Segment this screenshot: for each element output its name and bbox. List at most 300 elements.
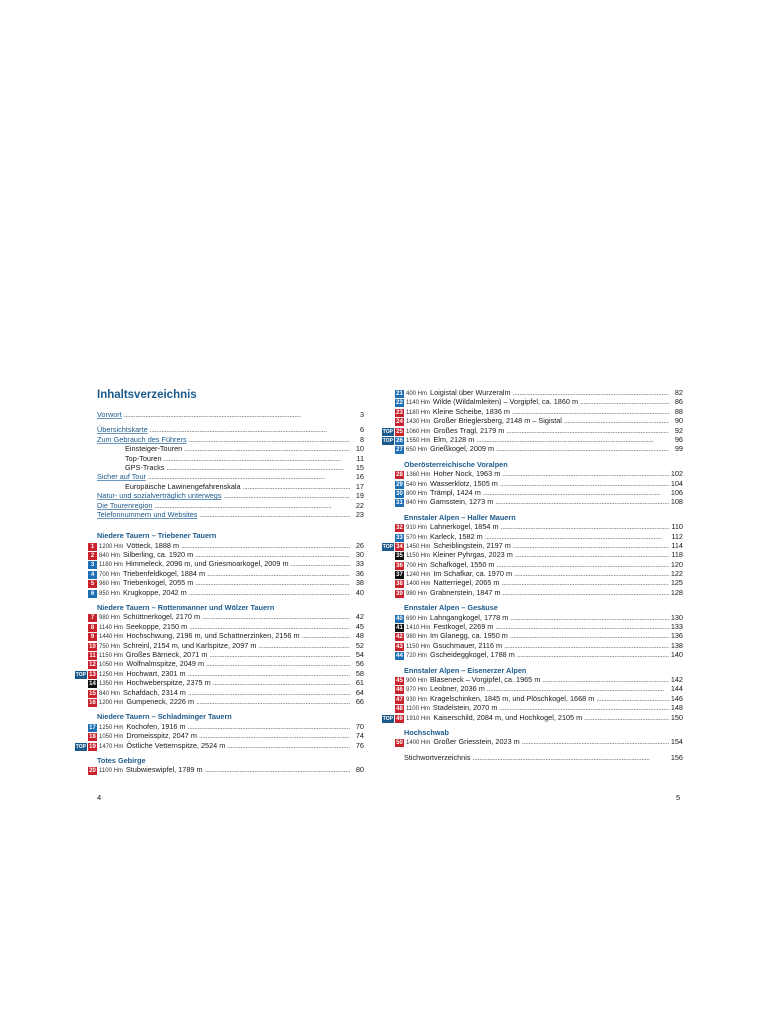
dot-leader [189,435,350,444]
tour-number-badge: 6 [88,590,97,598]
tour-entry[interactable] [89,650,364,660]
tour-entry[interactable] [90,587,364,597]
tour-name: Im Glanegg, ca. 1950 m [430,631,508,641]
tour-number-badge: 4 [88,571,97,579]
tour-name: Blaseneck – Vorgipfel, ca. 1965 m [430,675,541,684]
elevation-gain: 1250 Hm [99,724,124,731]
elevation-gain: 1060 Hm [406,428,431,435]
elevation-gain: 1150 Hm [99,653,123,660]
elevation-gain: 1550 Hm [406,437,431,444]
section-heading: Niedere Tauern – Rottenmanner und Wölzer Tauern [97,603,275,613]
dot-leader [199,510,350,519]
tour-badges [377,446,404,454]
dot-leader [189,622,350,631]
tour-page: 58 [355,668,364,678]
tour-badges [377,428,404,436]
elevation-gain: 800 Hm [406,490,428,497]
toc-page: 10 [355,444,364,454]
tour-badges [377,633,404,641]
tour-badges [70,743,97,751]
tour-entry[interactable] [396,703,683,713]
dot-leader [164,454,350,463]
tour-page: 104 [670,478,683,488]
tour-entry[interactable] [90,578,364,588]
tour-name: Gscheideggkogel, 1788 m [430,650,515,660]
dot-leader [188,669,350,678]
tour-number-badge: 20 [89,768,96,775]
tour-number-badge: 2 [88,552,97,560]
tour-page: 56 [355,659,364,669]
tour-number-badge: 35 [396,553,403,560]
dot-leader [206,659,350,668]
elevation-gain: 540 Hm [406,481,428,488]
tour-page: 136 [670,631,683,641]
elevation-gain: 700 Hm [99,571,121,578]
tour-page: 74 [355,731,364,741]
tour-number-badge: 48 [396,706,403,713]
tour-name: Loigistal über Wurzeralm [430,388,511,397]
section-heading: Ennstaler Alpen – Haller Mauern [404,512,516,522]
tour-badges [377,543,404,551]
tour-number-badge: 32 [396,525,403,532]
toc-entry[interactable] [97,501,364,510]
tour-entry[interactable] [396,550,683,560]
toc-label: GPS-Tracks [125,462,165,472]
tour-entry[interactable] [396,388,683,397]
tour-entry[interactable] [90,621,364,631]
dot-leader [513,388,669,397]
tour-number-badge: 22 [396,400,403,407]
tour-number-badge: 19 [89,743,96,750]
dot-leader [513,541,669,550]
tour-page: 148 [670,703,683,713]
tour-entry[interactable] [396,559,683,569]
tour-entry[interactable] [382,434,683,444]
dot-leader [189,588,350,597]
dot-leader [584,713,669,722]
tour-page: 142 [670,675,683,684]
tour-name: Festkogel, 2269 m [433,622,494,632]
tour-number-badge: 9 [88,633,97,641]
tour-number-badge: 8 [88,624,97,632]
tour-page: 114 [671,540,683,550]
tour-page: 64 [355,687,364,697]
toc-label: Telefonnummern und Websites [97,509,198,519]
tour-name: Kleiner Pyhrgas, 2023 m [432,550,513,560]
tour-badges [70,690,97,698]
tour-badges [70,661,97,669]
elevation-gain: 910 Hm [406,525,428,532]
elevation-gain: 1470 Hm [99,743,124,750]
dot-leader [510,631,669,640]
tour-entry[interactable] [89,696,364,706]
toc-entry[interactable] [125,454,364,463]
tour-number-badge: 50 [396,740,403,747]
elevation-gain: 1440 Hm [99,634,124,641]
elevation-gain: 1180 Hm [406,409,430,416]
tour-badges [377,534,404,542]
tour-number-badge: 18 [89,734,96,741]
elevation-gain: 840 Hm [99,553,121,560]
tour-entry[interactable] [396,631,683,641]
tour-name: Kaiserschild, 2084 m, und Hochkogel, 2105 m [433,712,583,722]
elevation-gain: 930 Hm [406,696,428,703]
tour-entry[interactable] [396,587,683,597]
tour-entry[interactable] [90,540,364,550]
tour-page: 80 [355,765,364,775]
dot-leader [504,641,669,650]
dot-leader [473,753,669,762]
tour-number-badge: 44 [396,653,403,660]
tour-name: Krugkoppe, 2042 m [123,587,187,597]
dot-leader [487,684,669,693]
tour-badges [377,624,404,632]
tour-entry[interactable] [396,578,683,588]
tour-name: Gumpeneck, 2226 m [126,696,195,706]
spacer [97,519,364,525]
tour-badges [70,590,97,598]
tour-entry[interactable] [89,678,364,688]
tour-name: Großes Tragl, 2179 m [433,425,505,435]
tour-number-badge: 5 [88,580,97,588]
dot-leader [188,722,350,731]
dot-leader [166,463,350,472]
tour-page: 66 [355,696,364,706]
tour-badges [70,580,97,588]
dot-leader [181,541,350,550]
tour-entry[interactable] [396,444,683,454]
intro-list [97,410,364,525]
tour-page: 30 [355,550,364,560]
dot-leader [510,613,668,622]
toc-entry[interactable] [97,472,364,481]
tour-entry[interactable] [396,612,683,622]
tour-badges [377,399,404,407]
dot-leader [497,560,669,569]
tour-entry[interactable] [382,540,683,550]
section-heading: Ennstaler Alpen – Eisenerzer Alpen [404,665,527,675]
tour-badges [377,490,404,498]
tour-page: 90 [674,416,683,426]
toc-entry[interactable] [97,491,364,500]
tour-entry[interactable] [89,640,364,650]
dot-leader [302,631,350,640]
dot-leader [596,694,669,703]
toc-label: Top-Touren [125,453,162,463]
elevation-gain: 960 Hm [99,581,121,588]
tour-entry[interactable] [90,550,364,560]
elevation-gain: 1360 Hm [406,472,431,479]
tour-number-badge: 36 [396,562,403,569]
dot-leader [542,675,668,684]
tour-page: 122 [670,569,683,579]
dot-leader [514,569,669,578]
tour-entry[interactable] [89,721,364,731]
tour-badges [377,715,404,723]
tour-entry[interactable] [396,622,683,632]
tour-entry[interactable] [90,559,364,569]
tour-badges [377,524,404,532]
tour-entry[interactable] [396,406,683,416]
elevation-gain: 750 Hm [99,643,121,650]
dot-leader [224,491,350,500]
tour-name: Wolfnalmspitze, 2049 m [126,659,205,669]
elevation-gain: 840 Hm [406,500,428,507]
index-label: Stichwortverzeichnis [404,752,471,762]
top-tour-badge: TOP [382,715,393,722]
dot-leader [496,444,669,453]
elevation-gain: 650 Hm [406,447,428,454]
tour-entry[interactable] [90,612,364,622]
elevation-gain: 970 Hm [406,687,428,694]
tour-entry[interactable] [382,712,683,722]
section-heading: Niedere Tauern – Schladminger Tauern [97,712,232,722]
tour-entry[interactable] [396,684,683,694]
tour-page: 26 [355,540,364,550]
tour-entry[interactable] [396,569,683,579]
tour-number-badge: 33 [396,534,403,541]
tour-badges [70,614,97,622]
dot-leader [258,641,350,650]
dot-leader [202,612,350,621]
tour-badges [70,767,97,775]
toc-entry[interactable] [97,425,364,434]
tour-badges [377,705,404,713]
tour-name: Im Schafkar, ca. 1970 m [433,569,513,579]
toc-label: Natur- und sozialverträglich unterwegs [97,491,222,501]
tour-number-badge: 17 [89,724,96,731]
tour-badges [377,652,404,660]
tour-name: Himmeleck, 2096 m, und Griesmoarkogel, 2009 m [125,559,289,569]
tour-entry[interactable] [396,693,683,703]
top-tour-badge: TOP [382,428,393,435]
dot-leader [515,550,669,559]
tour-badges [377,580,404,588]
tour-page: 42 [355,612,364,622]
toc-entry[interactable] [97,410,364,419]
tour-badges [377,686,404,694]
tour-page: 88 [674,406,683,416]
tour-badges [70,571,97,579]
dot-leader [506,426,669,435]
tour-number-badge: 23 [396,409,403,416]
folio-left: 4 [97,793,102,802]
tour-entry[interactable] [75,668,364,678]
toc-page: 15 [355,462,364,472]
top-tour-badge: TOP [382,543,393,550]
tour-entry[interactable] [396,497,683,507]
tour-number-badge: 11 [89,653,96,660]
tour-entry[interactable] [89,687,364,697]
tour-name: Gsuchmauer, 2116 m [432,640,503,650]
dot-leader [483,488,669,497]
dot-leader [213,678,350,687]
tour-name: Scheiblingstein, 2197 m [433,540,511,550]
tour-page: 86 [674,397,683,407]
elevation-gain: 1400 Hm [406,581,431,588]
dot-leader [517,650,669,659]
toc-entry[interactable] [97,510,364,519]
tour-name: Schüttnerkogel, 2170 m [123,612,201,622]
tour-page: 150 [670,712,683,722]
tour-sections-left [75,531,364,775]
tour-number-badge: 39 [396,590,403,597]
tour-number-badge: 28 [396,472,403,479]
tour-page: 36 [355,568,364,578]
tour-entry[interactable] [396,469,683,479]
tour-badges [70,543,97,551]
tour-badges [377,590,404,598]
tour-number-badge: 49 [396,715,403,722]
dot-leader [522,737,669,746]
elevation-gain: 900 Hm [406,678,428,684]
tour-number-badge: 3 [88,561,97,569]
toc-entry[interactable] [125,482,364,491]
tour-entry[interactable] [396,531,683,541]
tour-entry[interactable] [382,425,683,435]
tour-name: Hoher Nock, 1963 m [433,469,501,479]
tour-entry[interactable] [396,650,683,660]
tour-entry[interactable] [396,478,683,488]
elevation-gain: 1240 Hm [406,572,431,579]
tour-entry[interactable] [75,740,364,750]
tour-entry[interactable] [89,765,364,775]
toc-label: Vorwort [97,410,122,419]
tour-name: Triebenfeldkogel, 1884 m [123,568,206,578]
tour-badges [377,409,404,417]
dot-leader [154,501,350,510]
tour-name: Hochweberspitze, 2375 m [126,678,211,688]
tour-number-badge: 45 [396,678,403,684]
tour-number-badge: 16 [89,699,96,706]
elevation-gain: 720 Hm [406,653,428,660]
tour-number-badge: 15 [89,690,96,697]
tour-entry[interactable] [396,675,683,684]
dot-leader [501,578,668,587]
toc-label: Einsteiger-Touren [125,444,183,454]
tour-badges [377,390,404,398]
tour-badges [70,699,97,707]
tour-number-badge: 42 [396,634,403,641]
right-page [382,388,683,762]
elevation-gain: 1180 Hm [99,562,123,569]
dot-leader [564,416,669,425]
tour-badges [377,615,404,623]
tour-page: 92 [674,425,683,435]
tour-page: 82 [674,388,683,397]
tour-number-badge: 40 [396,615,403,622]
top-tour-badge: TOP [382,437,393,444]
tour-page: 52 [355,640,364,650]
tour-number-badge: 41 [396,625,403,632]
tour-number-badge: 26 [396,437,403,444]
elevation-gain: 1150 Hm [406,643,430,650]
elevation-gain: 1100 Hm [99,768,123,775]
tour-page: 125 [670,578,683,588]
tour-name: Stadelstein, 2070 m [432,703,498,713]
dot-leader [502,469,669,478]
page-title: Inhaltsverzeichnis [97,389,197,401]
tour-badges [377,418,404,426]
section-heading: Ennstaler Alpen – Gesäuse [404,603,498,613]
toc-label: Die Tourenregion [97,500,153,510]
tour-page: 138 [670,640,683,650]
tour-page: 54 [355,650,364,660]
toc-entry[interactable] [125,463,364,472]
tour-number-badge: 21 [396,391,403,397]
tour-number-badge: 1 [88,543,97,551]
tour-number-badge: 43 [396,643,403,650]
tour-number-badge: 24 [396,419,403,426]
toc-entry[interactable] [125,444,364,453]
section-heading: Oberösterreichische Voralpen [404,459,508,469]
tour-page: 120 [670,559,683,569]
top-tour-badge: TOP [75,743,86,750]
tour-entry[interactable] [396,522,683,532]
tour-name: Schreinl, 2154 m, und Karlspitze, 2097 m [123,640,257,650]
tour-badges [70,680,97,688]
tour-number-badge: 14 [89,681,96,688]
elevation-gain: 1150 Hm [406,553,430,560]
tour-number-badge: 10 [89,643,96,650]
tour-name: Hochwart, 2301 m [126,668,186,678]
elevation-gain: 1140 Hm [406,400,430,407]
tour-entry[interactable] [89,731,364,741]
tour-page: 61 [355,678,364,688]
dot-leader [580,397,669,406]
tour-entry[interactable] [396,416,683,426]
tour-name: Karleck, 1582 m [430,531,483,541]
section-heading: Niedere Tauern – Triebener Tauern [97,531,217,541]
tour-name: Leobner, 2036 m [430,684,485,694]
tour-badges [377,643,404,651]
toc-page: 17 [355,481,364,491]
dot-leader [495,497,669,506]
tour-page: 108 [670,497,683,507]
tour-page: 144 [670,684,683,694]
index-entry[interactable] [404,753,683,762]
tour-entry[interactable] [90,568,364,578]
elevation-gain: 980 Hm [99,615,121,622]
tour-entry[interactable] [396,487,683,497]
tour-badges [70,733,97,741]
tour-entry[interactable] [90,631,364,641]
tour-badges [70,671,97,679]
top-tour-badge: TOP [75,671,86,678]
toc-page: 22 [355,500,364,510]
elevation-gain: 700 Hm [406,562,428,569]
elevation-gain: 1100 Hm [406,706,430,713]
tour-name: Schafdach, 2314 m [123,687,186,697]
toc-label: Europäische Lawinengefahrenskala [125,481,241,491]
tour-entry[interactable] [396,737,683,747]
tour-entry[interactable] [396,397,683,407]
tour-name: Dromeisspitz, 2047 m [126,731,197,741]
elevation-gain: 1140 Hm [99,624,123,631]
toc-page: 8 [359,434,364,444]
tour-name: Kleine Scheibe, 1836 m [432,406,510,416]
toc-entry[interactable] [97,435,364,444]
dot-leader [188,688,350,697]
tour-entry[interactable] [89,659,364,669]
tour-number-badge: 31 [396,500,403,507]
tour-name: Wilde (Wildalmleiten) – Vorgipfel, ca. 1860 m [432,397,579,407]
tour-badges [70,552,97,560]
dot-leader [207,569,350,578]
tour-name: Kragelschinken, 1845 m, und Plöschkogel, 1668 m [430,693,595,703]
tour-number-badge: 7 [88,614,97,622]
tour-entry[interactable] [396,640,683,650]
